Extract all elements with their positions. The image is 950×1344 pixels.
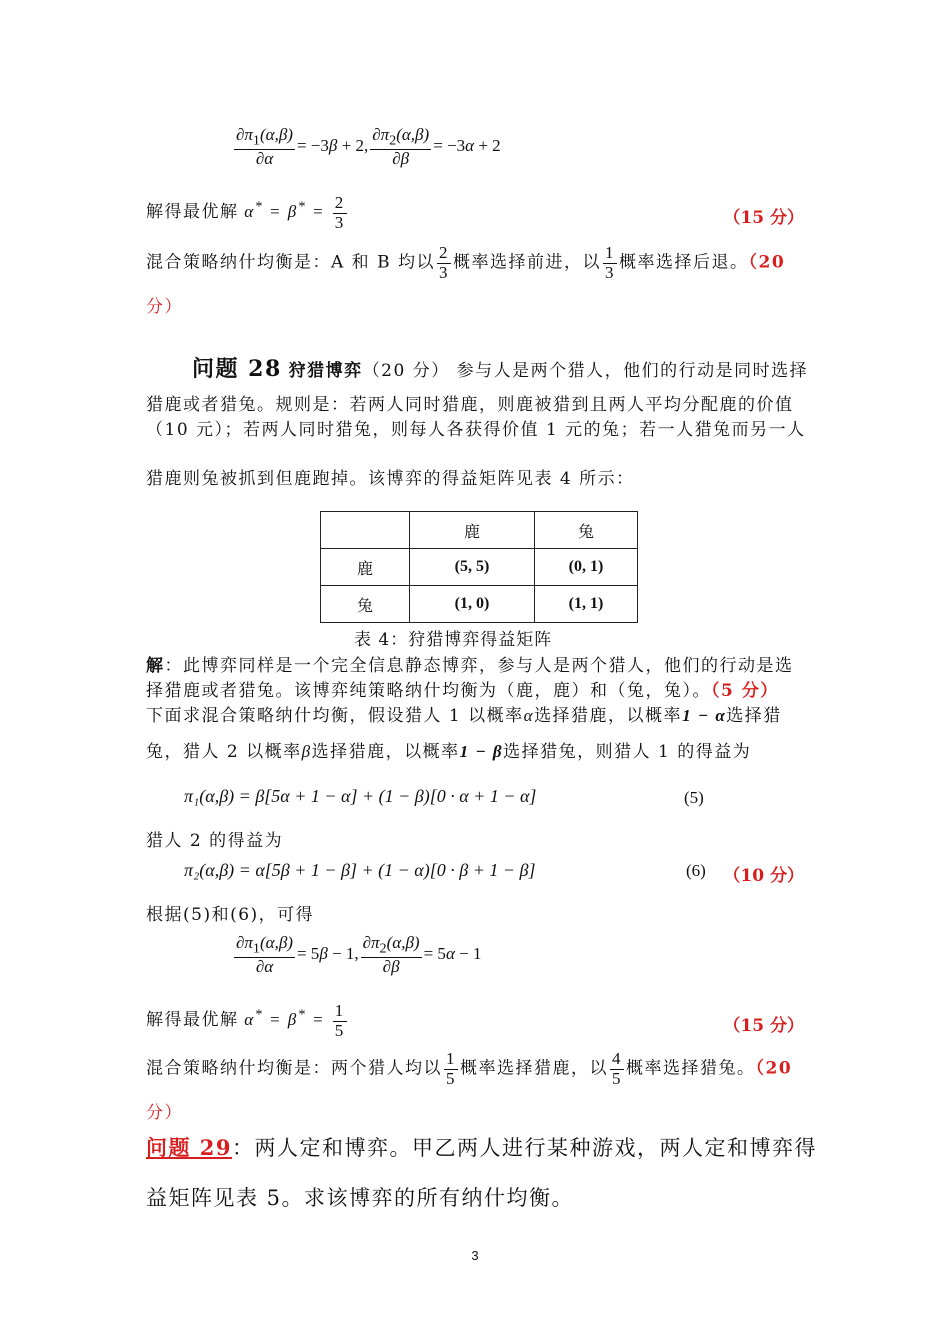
solution-frac-b: $\frac{4}{5}$ [612,1049,622,1088]
solution-line4 [146,737,751,762]
solution-line4-c: 选择猎兔，则猎人 1 的得益为 [503,742,752,762]
top-solution-label: 解得最优解 [146,202,239,223]
solution-line3-a: 下面求混合策略纳什均衡，假设猎人 1 以概率 [146,706,524,726]
table-header-cell: 鹿 [410,512,535,549]
solution-optimal-value: α* = β* = $\frac{1}{5}$ [238,1001,345,1040]
problem29-heading: 问题 29 [146,1135,233,1160]
solution-line1-text: ：此博弈同样是一个完全信息静态博弈，参与人是两个猎人，他们的行动是选 [164,656,794,676]
solution-optimal-line [146,1002,349,1040]
top-mixed-prefix: 混合策略纳什均衡是：A 和 B 均以 [146,252,435,273]
solution-optimal-score: （15 分） [723,1016,804,1036]
solution-mixed-line [146,1050,792,1088]
problem28-line2: 猎鹿或者猎兔。规则是：若两人同时猎鹿，则鹿被猎到且两人平均分配鹿的价值 [146,395,794,415]
equation-6-score: （10 分） [723,866,804,886]
solution-mixed-mid: 概率选择猎鹿，以 [460,1058,608,1079]
top-mixed-mid: 概率选择前进，以 [452,252,601,273]
solution-line2-text: 择猎鹿或者猎兔。该博弈纯策略纳什均衡为（鹿，鹿）和（兔，兔）。 [146,681,711,701]
solution-label: 解 [146,656,165,676]
table-header-cell: 兔 [535,512,638,549]
top-mixed-score-cont: 分） [146,297,183,317]
problem28-heading: 问题 28 [192,356,282,382]
solution-line4-expr: 1 − β [459,742,504,761]
solution-line3-c: 选择猎 [726,706,782,726]
solution-line1 [146,651,794,676]
top-mixed-score: （20 [748,252,786,273]
solution-mixed-suffix: 概率选择猎兔。 [626,1058,756,1079]
equation-6: π₂(α,β) = α[5β + 1 − β] + (1 − α)[0 · β + 1 − β] [184,860,536,880]
top-solution-line [146,194,349,232]
table-header-row [321,512,638,549]
table-row [321,549,638,586]
top-mixed-line [146,244,785,282]
problem28-line4: 猎鹿则兔被抓到但鹿跑掉。该博弈的得益矩阵见表 4 所示： [146,469,635,489]
solution-mixed-prefix: 混合策略纳什均衡是：两个猎人均以 [146,1058,442,1079]
table-cell: (0, 1) [535,549,638,586]
equation-5-number: (5) [684,788,704,807]
payoff-matrix-table [320,511,638,623]
solution-mixed-score: （20 [755,1058,793,1079]
solution-mixed-score-cont: 分） [146,1103,183,1123]
table-header-cell [321,512,410,549]
solution-line4-b: 选择猎鹿，以概率 [311,742,460,762]
problem29-line1-rest: ：两人定和博弈。甲乙两人进行某种游戏，两人定和博弈得 [232,1136,818,1160]
problem28-line1-rest: 参与人是两个猎人，他们的行动是同时选择 [456,361,809,381]
alpha-symbol: α [523,706,535,725]
solution-optimal-label: 解得最优解 [146,1010,239,1031]
solution-line2-score: （5 分） [711,681,779,701]
solution-frac-a: $\frac{1}{5}$ [446,1049,456,1088]
solution-line2 [146,676,779,701]
table-row-label: 兔 [321,586,410,623]
problem29-line2: 益矩阵见表 5。求该博弈的所有纳什均衡。 [146,1186,575,1210]
problem29-line1 [146,1132,817,1162]
beta-symbol: β [301,742,312,761]
table-cell: (1, 1) [535,586,638,623]
top-frac-a: $\frac{2}{3}$ [438,243,449,282]
table-row-label: 鹿 [321,549,410,586]
solution-line3-expr: 1 − α [682,706,727,725]
problem28-points: （20 分） [362,361,450,381]
table-caption: 表 4：狩猎博弈得益矩阵 [354,630,553,650]
table-cell: (5, 5) [410,549,535,586]
from-equations-label: 根据(5)和(6)，可得 [146,905,315,925]
equation-5: π₁(α,β) = β[5α + 1 − α] + (1 − β)[0 · α + 1 − α] [184,786,537,806]
page-number: 3 [471,1248,479,1263]
equation-6-number: (6) [686,861,706,880]
solution-line3-b: 选择猎鹿，以概率 [534,706,683,726]
solution-line4-a: 兔，猎人 2 以概率 [146,742,302,762]
top-frac-b: $\frac{1}{3}$ [604,243,615,282]
top-mixed-suffix: 概率选择后退。 [618,252,749,273]
solution-line3 [146,701,782,726]
table-row [321,586,638,623]
problem28-line3: （10 元）；若两人同时猎兔，则每人各获得价值 1 元的兔；若一人猎兔而另一人 [146,420,806,440]
table-cell: (1, 0) [410,586,535,623]
top-solution-score: （15 分） [723,208,804,228]
problem28-title: 狩猎博弈 [288,361,363,381]
equation-top-partials: $\frac{\partial\pi_1(\alpha,\beta)}{\partial\alpha}$ = −3β + 2, $\frac{\partial\pi_2(\alpha,\beta)}{\partial\beta}$ = −3α + 2 [236,125,501,168]
equation-solution-partials: $\frac{\partial\pi_1(\alpha,\beta)}{\partial\alpha}$ = 5β − 1, $\frac{\partial\pi_2(\alpha,\beta)}{\partial\beta}$ = 5α − 1 [236,933,482,976]
player2-payoff-label: 猎人 2 的得益为 [146,831,284,851]
top-solution-value: α* = β* = $\frac{2}{3}$ [238,193,345,232]
problem28-line1 [192,352,808,383]
